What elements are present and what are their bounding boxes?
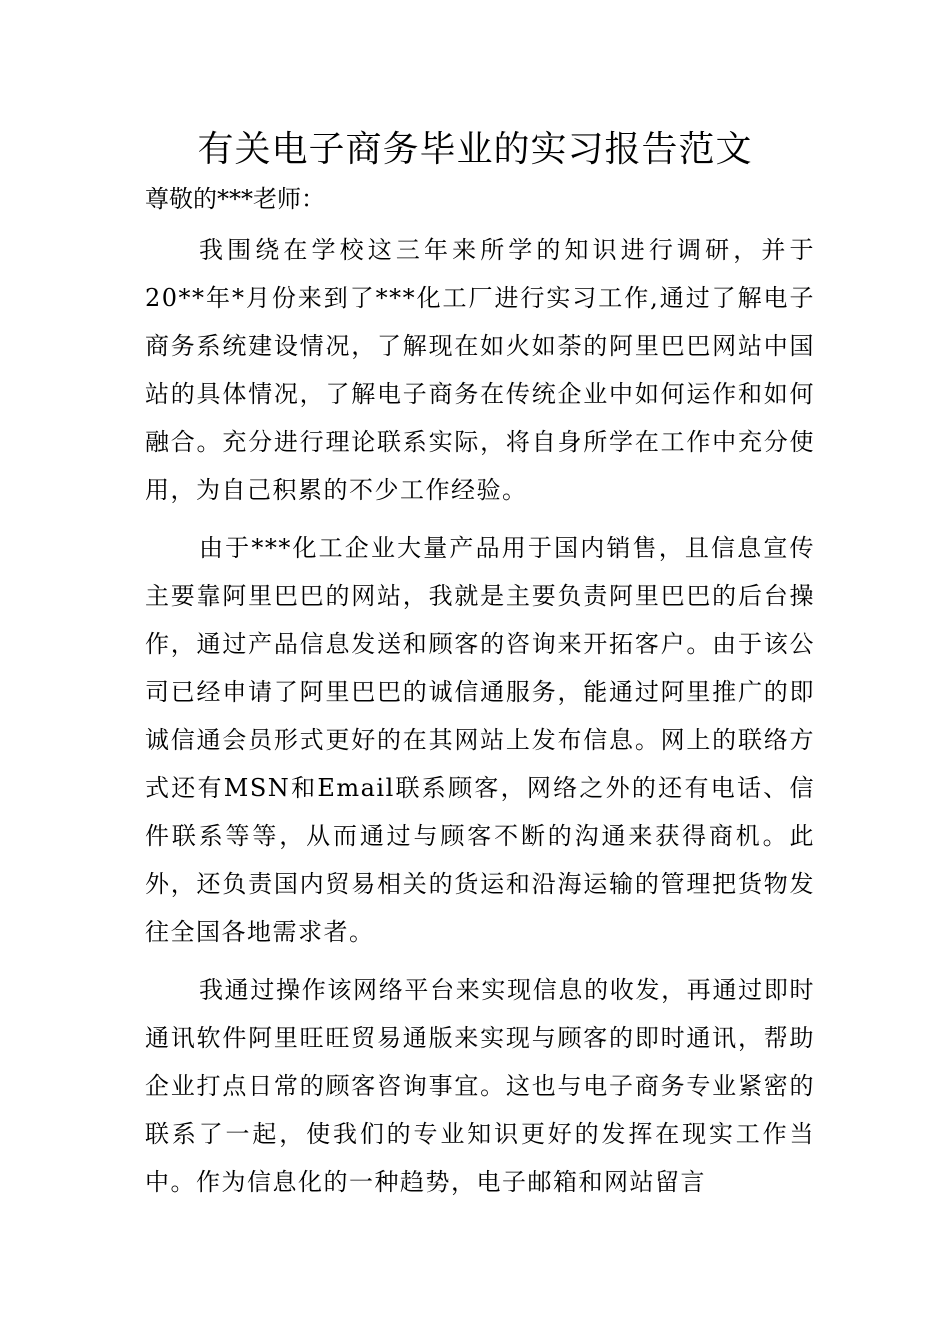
document-title: 有关电子商务毕业的实习报告范文 [197, 129, 753, 170]
paragraph: 由于***化工企业大量产品用于国内销售，且信息宣传主要靠阿里巴巴的网站，我就是主要负责阿里巴巴的后台操作，通过产品信息发送和顾客的咨询来开拓客户。由于该公司已经申请了阿里巴巴的诚信通服务，能通过阿里推广的即诚信通会员形式更好的在其网站上发布信息。网上的联络方式还有MSN和Email联系顾客，网络之外的还有电话、信件联系等等，从而通过与顾客不断的沟通来获得商机。此外，还负责国内贸易相关的货运和沿海运输的管理把货物发往全国各地需求者。 [145, 534, 815, 946]
paragraph: 我围绕在学校这三年来所学的知识进行调研，并于20**年*月份来到了***化工厂进行实习工作,通过了解电子商务系统建设情况，了解现在如火如荼的阿里巴巴网站中国站的具体情况，了解电子商务在传统企业中如何运作和如何融合。充分进行理论联系实际，将自身所学在工作中充分使用，为自己积累的不少工作经验。 [145, 236, 815, 504]
paragraph: 我通过操作该网络平台来实现信息的收发，再通过即时通讯软件阿里旺旺贸易通版来实现与顾客的即时通讯，帮助企业打点日常的顾客咨询事宜。这也与电子商务专业紧密的联系了一起，使我们的专业知识更好的发挥在现实工作当中。作为信息化的一种趋势，电子邮箱和网站留言 [145, 976, 815, 1196]
salutation: 尊敬的***老师： [145, 185, 325, 213]
document-body [145, 226, 815, 1216]
